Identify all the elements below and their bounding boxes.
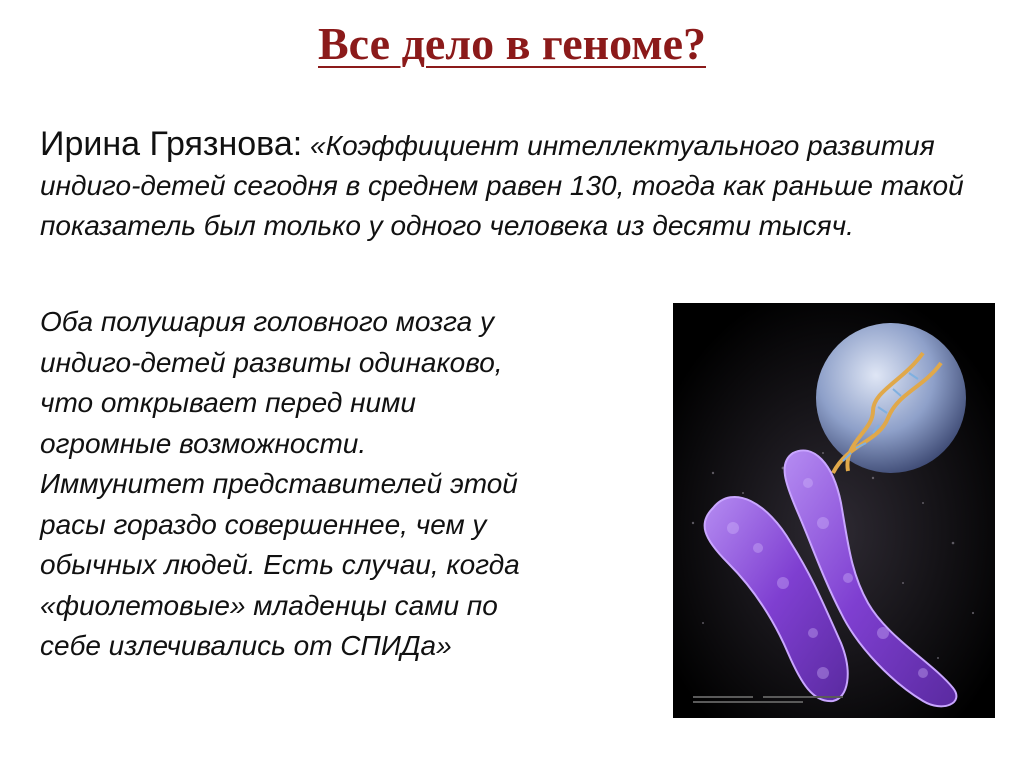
body-line: обычных людей. Есть случаи, когда (40, 549, 520, 580)
body-text (40, 302, 650, 667)
quote-author: Ирина Грязнова: (40, 125, 303, 163)
body-line: Иммунитет представителей этой (40, 468, 518, 499)
body-line: Оба полушария головного мозга у (40, 306, 494, 337)
body-line: расы гораздо совершеннее, чем у (40, 508, 487, 540)
body-line: что открывает перед ними (40, 387, 416, 418)
quote-block (40, 124, 990, 246)
dna-orb (816, 323, 966, 473)
body-line: индиго-детей развиты одинаково, (40, 346, 503, 378)
chromosome-dna-image (673, 303, 995, 718)
body-line: себе излечивались от СПИДа» (40, 630, 452, 661)
slide-title-text: Все дело в геноме? (318, 18, 706, 69)
slide-title (0, 10, 1024, 78)
body-line: «фиолетовые» младенцы сами по (40, 589, 498, 621)
quote-text: «Коэффициент интеллектуального развития индиго-детей сегодня в среднем равен 130, тогда как раньше такой показатель был только у одного человека из десяти тысяч. (40, 130, 964, 241)
body-line: огромные возможности. (40, 427, 367, 459)
